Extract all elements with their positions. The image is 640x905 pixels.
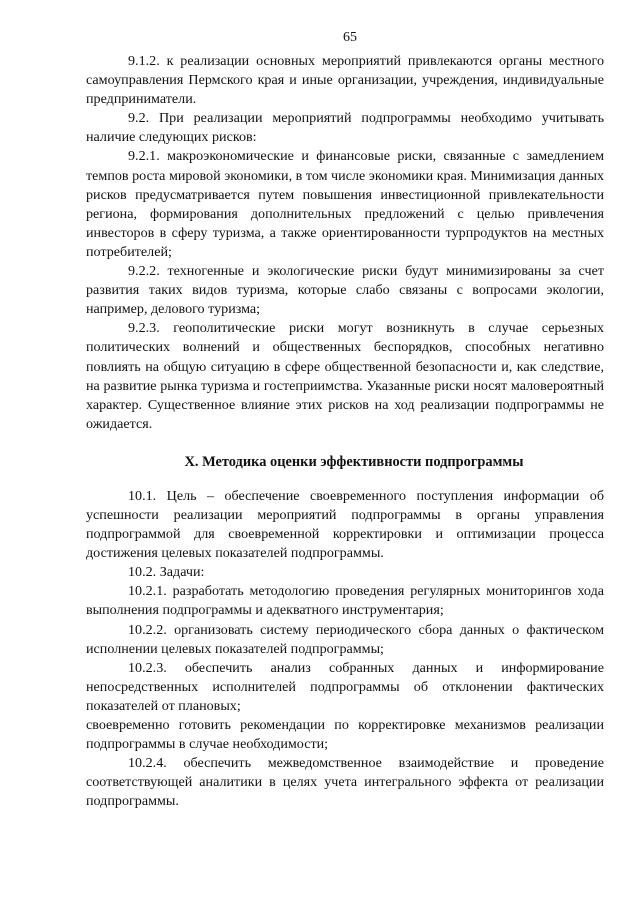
paragraph-10-2-1: 10.2.1. разработать методологию проведения регулярных мониторингов хода выполнения подпрограммы и адекватного инструментария; — [86, 583, 604, 619]
paragraph-10-2: 10.2. Задачи: — [128, 564, 205, 581]
paragraph-10-2-2: 10.2.2. организовать систему периодического сбора данных о фактическом исполнении целевых показателей подпрограммы; — [86, 621, 604, 657]
paragraph-10-1: 10.1. Цель – обеспечение своевременного поступления информации об успешности реализации мероприятий подпрограммы в органы управления подпрограммой для своевременной корректировки и оптимизации процесса достижения целевых показателей подпрограммы. — [86, 487, 604, 562]
paragraph-9-1-2: 9.1.2. к реализации основных мероприятий привлекаются органы местного самоуправления Пермского края и иные организации, учреждения, индивидуальные предприниматели. — [86, 53, 604, 108]
paragraph-9-2-1: 9.2.1. макроэкономические и финансовые риски, связанные с замедлением темпов роста мировой экономики, в том числе экономики края. Минимизация данных рисков предусматривается путем повышения инвестиционной привлекательности региона, формирования дополнительных предложений с целью привлечения инвесторов в сферу туризма, а также ориентированности турпродуктов на местных потребителей; — [86, 148, 604, 260]
paragraph-9-2-3: 9.2.3. геополитические риски могут возникнуть в случае серьезных политических волнений и общественных беспорядков, способных негативно повлиять на общую ситуацию в сфере общественной безопасности и, как следствие, на развитие рынка туризма и гостеприимства. Указанные риски носят маловероятный характер. Существенное влияние этих рисков на ход реализации подпрограммы не ожидается. — [86, 320, 604, 432]
page-number: 65 — [343, 30, 357, 45]
paragraph-10-2-4: 10.2.4. обеспечить межведомственное взаимодействие и проведение соответствующей аналитики в целях учета интегрального эффекта от реализации подпрограммы. — [86, 755, 604, 810]
paragraph-recommendations: своевременно готовить рекомендации по корректировке механизмов реализации подпрограммы в случае необходимости; — [86, 717, 604, 753]
paragraph-9-2: 9.2. При реализации мероприятий подпрограммы необходимо учитывать наличие следующих рисков: — [86, 110, 604, 146]
paragraph-9-2-2: 9.2.2. техногенные и экологические риски будут минимизированы за счет развития таких видов туризма, которые слабо связаны с вопросами экологии, например, делового туризма; — [86, 263, 604, 318]
section-title: X. Методика оценки эффективности подпрограммы — [184, 453, 524, 470]
paragraph-10-2-3: 10.2.3. обеспечить анализ собранных данных и информирование непосредственных исполнителей подпрограммы об отклонении фактических показателей от плановых; — [86, 659, 604, 714]
